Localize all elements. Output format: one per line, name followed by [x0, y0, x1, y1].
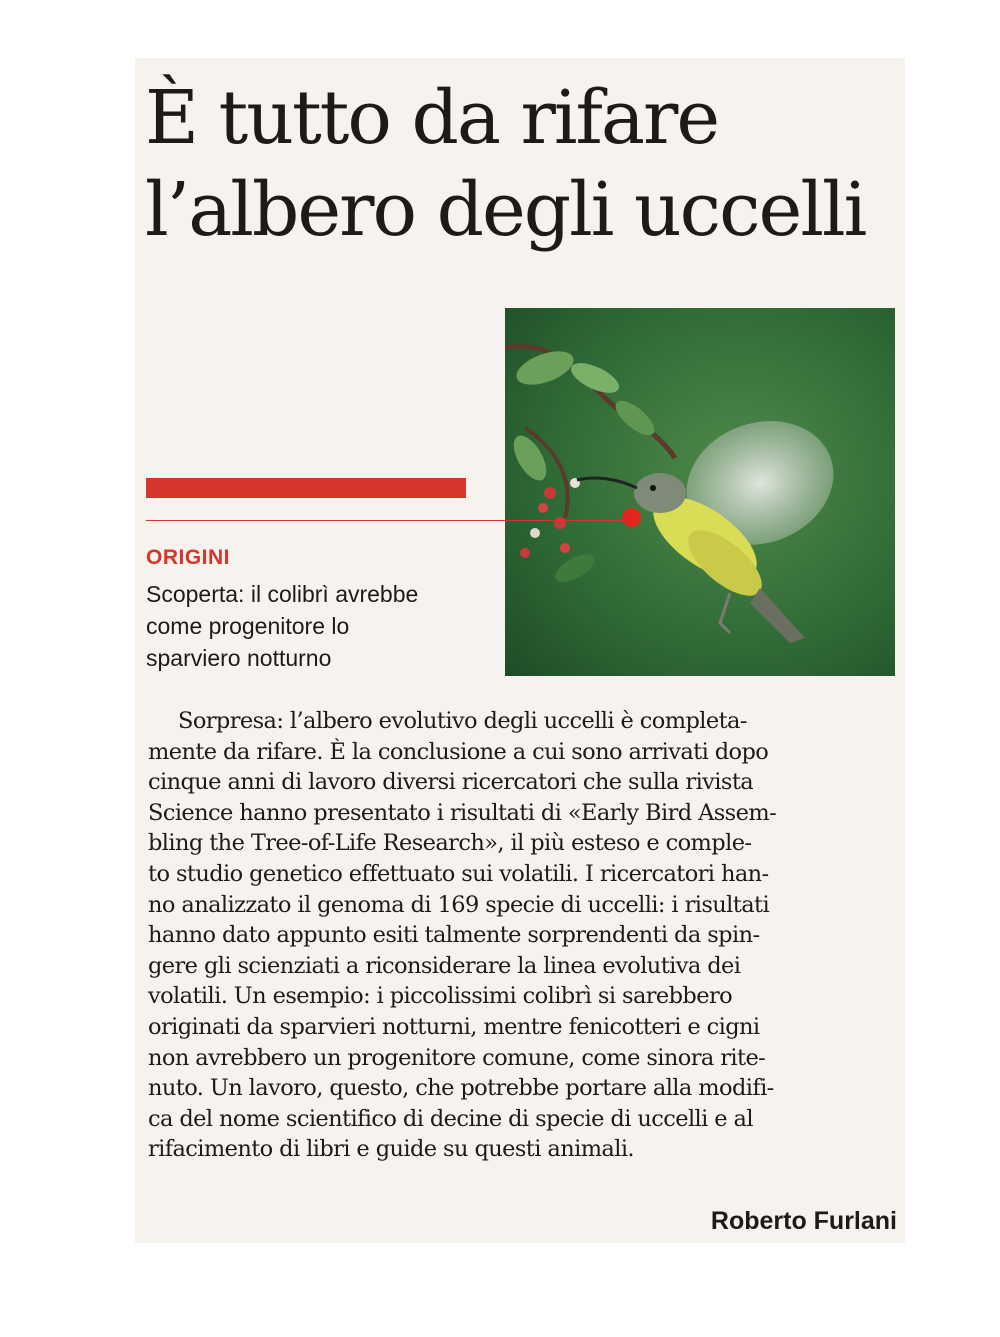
headline-line: l’albero degli uccelli — [145, 167, 866, 253]
section-kicker: ORIGINI — [146, 546, 231, 569]
body-line: to studio genetico effettuato sui volatili. I ricercatori han- — [148, 860, 769, 887]
caption-line: sparviero notturno — [146, 645, 332, 671]
photo-caption — [146, 578, 486, 674]
body-line: mente da rifare. È la conclusione a cui sono arrivati dopo — [148, 738, 769, 765]
headline-line: È tutto da rifare — [145, 75, 719, 161]
body-line: Sorpresa: l’albero evolutivo degli uccelli è completa- — [178, 708, 747, 734]
body-line: rifacimento di libri e guide su questi animali. — [148, 1136, 634, 1163]
hummingbird-photo — [505, 308, 895, 676]
body-line: originati da sparvieri notturni, mentre fenicotteri e cigni — [148, 1013, 760, 1040]
caption-line: come progenitore lo — [146, 613, 350, 639]
caption-line: Scoperta: il colibrì avrebbe — [146, 581, 419, 607]
accent-dot — [622, 508, 641, 527]
article-body — [148, 706, 900, 1165]
body-line: non avrebbero un progenitore comune, come sinora rite- — [148, 1044, 766, 1071]
body-line: bling the Tree-of-Life Research», il più esteso e comple- — [148, 830, 752, 857]
body-line: nuto. Un lavoro, questo, che potrebbe portare alla modifi- — [148, 1075, 774, 1102]
body-line: Science hanno presentato i risultati di «Early Bird Assem- — [148, 799, 777, 826]
headline — [145, 72, 905, 256]
body-line: ca del nome scientifico di decine di specie di uccelli e al — [148, 1105, 753, 1132]
body-line: no analizzato il genoma di 169 specie di uccelli: i risultati — [148, 891, 770, 918]
body-line: gere gli scienziati a riconsiderare la linea evolutiva dei — [148, 952, 741, 979]
body-line: cinque anni di lavoro diversi ricercatori che sulla rivista — [148, 769, 754, 796]
author-byline: Roberto Furlani — [710, 1207, 897, 1235]
body-line: volatili. Un esempio: i piccolissimi colibrì si sarebbero — [148, 983, 733, 1010]
hummingbird-illustration — [505, 308, 895, 676]
accent-rule — [146, 520, 633, 521]
body-line: hanno dato appunto esiti talmente sorprendenti da spin- — [148, 922, 760, 949]
accent-bar — [146, 478, 466, 498]
